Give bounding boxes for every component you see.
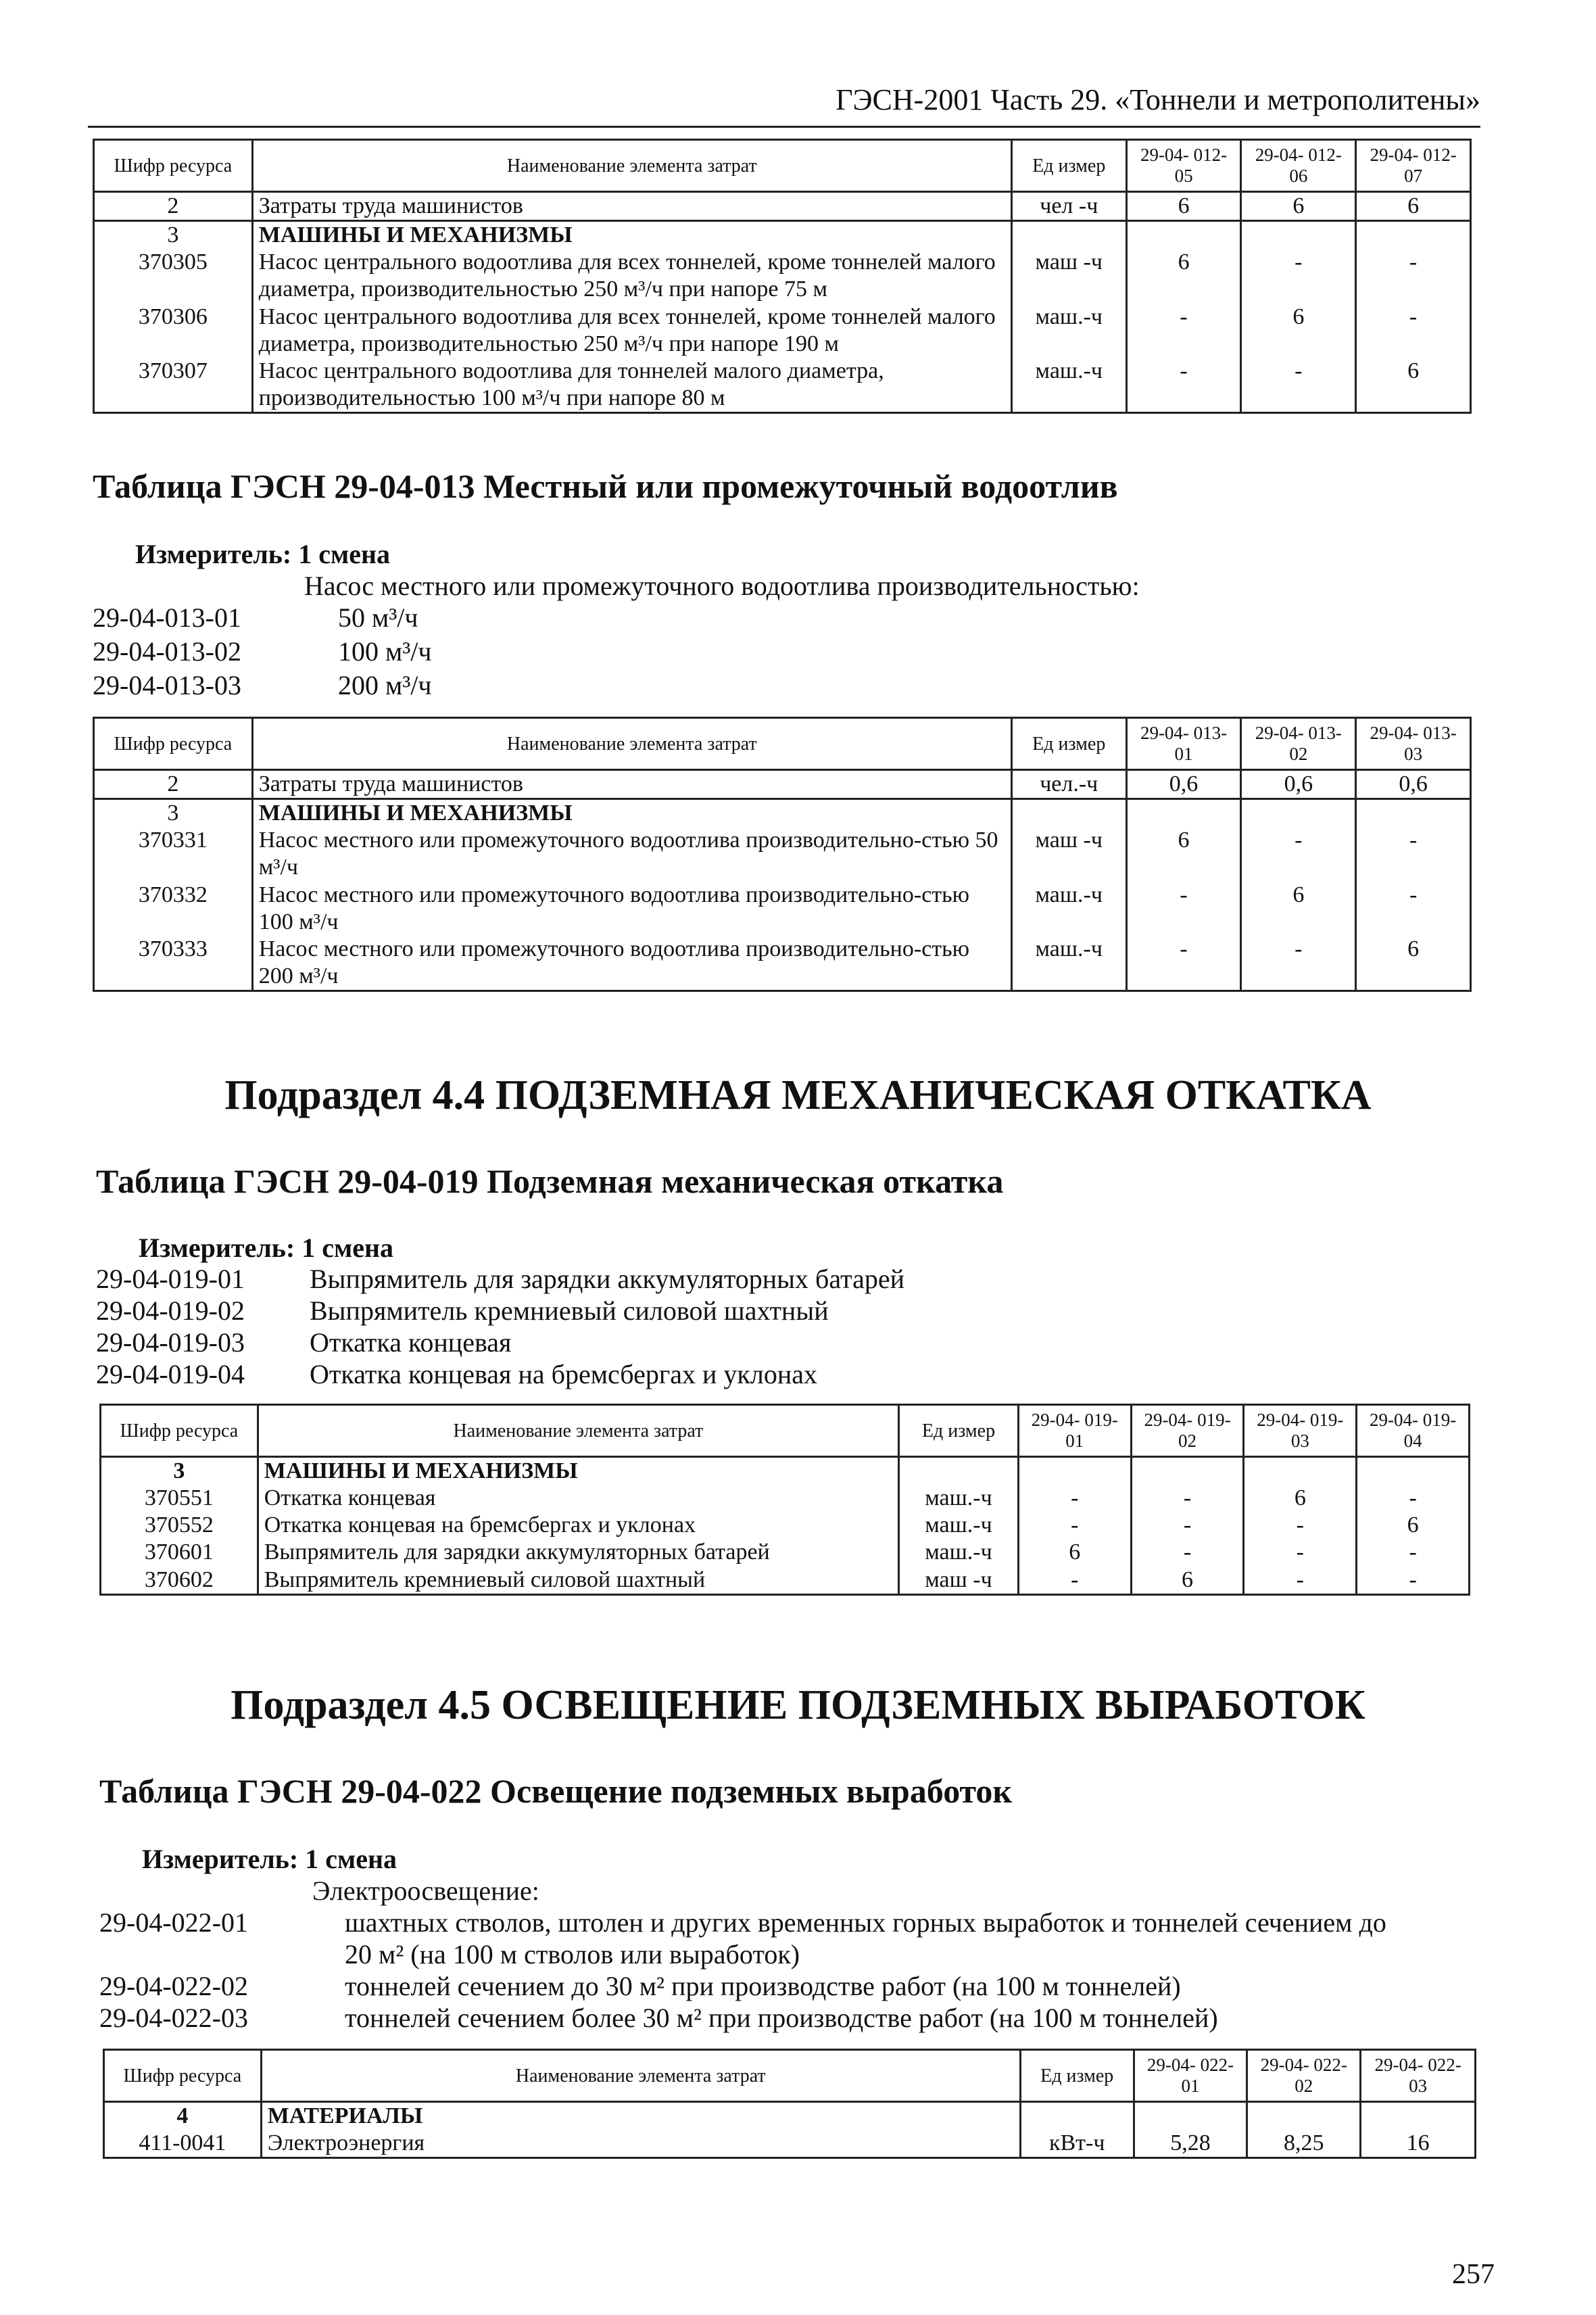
table-row: 3 МАШИНЫ И МЕХАНИЗМЫ xyxy=(94,799,1471,828)
subsection-title-4-4: Подраздел 4.4 ПОДЗЕМНАЯ МЕХАНИЧЕСКАЯ ОТКАТКА xyxy=(224,1072,1372,1118)
meter-019: Измеритель: 1 смена xyxy=(139,1233,394,1263)
item-code: 29-04-019-02 xyxy=(96,1295,245,1326)
item-code: 29-04-019-01 xyxy=(96,1264,245,1294)
item-text: Выпрямитель для зарядки аккумуляторных батарей xyxy=(310,1264,904,1294)
col-header-norm: 29-04- 012-07 xyxy=(1356,140,1471,192)
table-header-row xyxy=(94,140,1471,192)
item-text: 200 м³/ч xyxy=(338,670,432,700)
table-row: 3 МАШИНЫ И МЕХАНИЗМЫ xyxy=(101,1457,1470,1485)
meter-013: Измеритель: 1 смена xyxy=(135,539,391,569)
resource-table-013 xyxy=(93,717,1472,992)
item-code: 29-04-013-02 xyxy=(93,636,241,667)
col-header-norm: 29-04- 012-05 xyxy=(1126,140,1241,192)
table-row: 4 МАТЕРИАЛЫ xyxy=(104,2102,1476,2130)
table-row: 3 МАШИНЫ И МЕХАНИЗМЫ xyxy=(94,221,1471,249)
table-row: 411-0041 Электроэнергия кВт-ч 5,28 8,25 16 xyxy=(104,2130,1476,2158)
table-row: 370332 Насос местного или промежуточного водоотлива производительно-стью 100 м³/ч маш.-ч - 6 - xyxy=(94,882,1471,936)
table-row: 370307 Насос центрального водоотлива для тоннелей малого диаметра, производительностью 100 м³/ч при напоре 80 м маш.-ч - - 6 xyxy=(94,358,1471,413)
item-text: 20 м² (на 100 м стволов или выработок) xyxy=(345,1939,800,1970)
item-code: 29-04-022-02 xyxy=(99,1971,248,2001)
item-text: тоннелей сечением до 30 м² при производстве работ (на 100 м тоннелей) xyxy=(345,1971,1181,2001)
item-code: 29-04-013-01 xyxy=(93,602,241,633)
page-number: 257 xyxy=(1452,2259,1495,2290)
resource-table-022 xyxy=(103,2049,1476,2159)
resource-table-019 xyxy=(99,1404,1470,1596)
item-text: шахтных стволов, штолен и других временных горных выработок и тоннелей сечением до xyxy=(345,1907,1386,1938)
running-header xyxy=(88,82,1480,128)
table-header-row: Шифр ресурса Наименование элемента затрат Ед измер 29-04- 013-01 29-04- 013-02 29-04- 013-03 xyxy=(94,718,1471,770)
table-header-row: Шифр ресурса Наименование элемента затрат Ед измер 29-04- 022-01 29-04- 022-02 29-04- 022-03 xyxy=(104,2050,1476,2102)
table-row: 370552 Откатка концевая на бремсбергах и уклонах маш.-ч - - - 6 xyxy=(101,1512,1470,1539)
table-title-022: Таблица ГЭСН 29-04-022 Освещение подземных выработок xyxy=(99,1772,1013,1810)
intro-022: Электроосвещение: xyxy=(312,1876,539,1906)
table-row: 370551 Откатка концевая маш.-ч - - 6 - xyxy=(101,1485,1470,1512)
item-text: Откатка концевая на бремсбергах и уклонах xyxy=(310,1359,817,1389)
table-row: 370333 Насос местного или промежуточного водоотлива производительно-стью 200 м³/ч маш.-ч - - 6 xyxy=(94,936,1471,991)
table-row: 370306 Насос центрального водоотлива для всех тоннелей, кроме тоннелей малого диаметра, производительностью 250 м³/ч при напоре 190 м маш.-ч - 6 - xyxy=(94,304,1471,358)
item-code: 29-04-013-03 xyxy=(93,670,241,700)
subsection-title-4-5: Подраздел 4.5 ОСВЕЩЕНИЕ ПОДЗЕМНЫХ ВЫРАБОТОК xyxy=(231,1682,1365,1728)
table-header-row: Шифр ресурса Наименование элемента затрат Ед измер 29-04- 019-01 29-04- 019-02 29-04- 019-03 29-04- 019-04 xyxy=(101,1405,1470,1457)
intro-013: Насос местного или промежуточного водоотлива производительностью: xyxy=(304,571,1140,601)
item-text: 100 м³/ч xyxy=(338,636,432,667)
table-row: 370331 Насос местного или промежуточного водоотлива производительно-стью 50 м³/ч маш -ч 6 - - xyxy=(94,827,1471,881)
item-code: 29-04-022-03 xyxy=(99,2003,248,2033)
col-header-norm: 29-04- 012-06 xyxy=(1241,140,1356,192)
table-row: 2 Затраты труда машинистов чел.-ч 0,6 0,6 0,6 xyxy=(94,770,1471,799)
table-row: 370602 Выпрямитель кремниевый силовой шахтный маш -ч - 6 - - xyxy=(101,1567,1470,1595)
col-header-unit: Ед измер xyxy=(1011,140,1126,192)
item-code: 29-04-022-01 xyxy=(99,1907,248,1938)
table-row: 370601 Выпрямитель для зарядки аккумуляторных батарей маш.-ч 6 - - - xyxy=(101,1539,1470,1566)
table-title-013: Таблица ГЭСН 29-04-013 Местный или промежуточный водоотлив xyxy=(93,467,1118,505)
item-text: 50 м³/ч xyxy=(338,602,418,633)
table-row: 370305 Насос центрального водоотлива для всех тоннелей, кроме тоннелей малого диаметра, производительностью 250 м³/ч при напоре 75 м маш -ч 6 - - xyxy=(94,249,1471,303)
table-row: 2 Затраты труда машинистов чел -ч 6 6 6 xyxy=(94,192,1471,221)
item-code: 29-04-019-04 xyxy=(96,1359,245,1389)
item-text: Откатка концевая xyxy=(310,1327,512,1358)
table-title-019: Таблица ГЭСН 29-04-019 Подземная механическая откатка xyxy=(96,1162,1004,1200)
col-header-code: Шифр ресурса xyxy=(94,140,253,192)
meter-022: Измеритель: 1 смена xyxy=(142,1844,397,1874)
item-text: тоннелей сечением более 30 м² при производстве работ (на 100 м тоннелей) xyxy=(345,2003,1218,2033)
col-header-name: Наименование элемента затрат xyxy=(252,140,1011,192)
item-code: 29-04-019-03 xyxy=(96,1327,245,1358)
item-text: Выпрямитель кремниевый силовой шахтный xyxy=(310,1295,829,1326)
resource-table-012 xyxy=(93,139,1472,414)
header-title: ГЭСН-2001 Часть 29. «Тоннели и метрополитены» xyxy=(836,83,1480,116)
